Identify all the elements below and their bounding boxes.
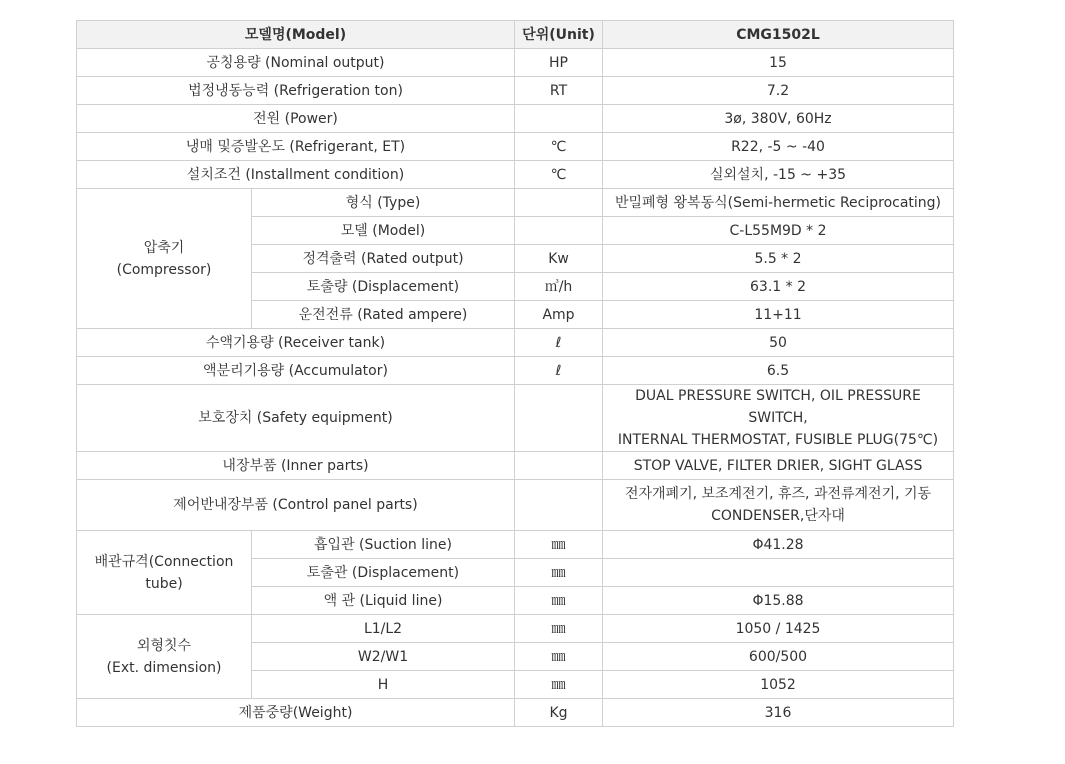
row-unit: Kw xyxy=(515,245,603,273)
group-label-line: 배관규격(Connection xyxy=(94,553,234,570)
table-row xyxy=(77,615,954,643)
row-label: 형식 (Type) xyxy=(252,189,515,217)
spec-table xyxy=(76,20,954,727)
row-label: 냉매 및증발온도 (Refrigerant, ET) xyxy=(77,133,515,161)
row-unit xyxy=(515,189,603,217)
row-label: 액 관 (Liquid line) xyxy=(252,587,515,615)
row-label: 토출관 (Displacement) xyxy=(252,559,515,587)
row-label: 공칭용량 (Nominal output) xyxy=(77,49,515,77)
row-label: 액분리기용량 (Accumulator) xyxy=(77,357,515,385)
row-value: 6.5 xyxy=(603,357,954,385)
row-value: 실외설치, -15 ~ +35 xyxy=(603,161,954,189)
row-label: 보호장치 (Safety equipment) xyxy=(77,385,515,452)
value-line: DUAL PRESSURE SWITCH, OIL PRESSURE SWITCH, xyxy=(635,388,921,426)
row-unit: HP xyxy=(515,49,603,77)
row-value: 63.1 * 2 xyxy=(603,273,954,301)
group-label-line: 압축기 xyxy=(143,239,185,256)
row-value xyxy=(603,480,954,531)
row-unit: ℓ xyxy=(515,329,603,357)
row-unit: Amp xyxy=(515,301,603,329)
table-row xyxy=(77,480,954,531)
row-value: 11+11 xyxy=(603,301,954,329)
row-unit xyxy=(515,105,603,133)
row-label: 법정냉동능력 (Refrigeration ton) xyxy=(77,77,515,105)
row-value: C-L55M9D * 2 xyxy=(603,217,954,245)
row-unit: ℃ xyxy=(515,161,603,189)
row-unit xyxy=(515,452,603,480)
value-line: 전자개폐기, 보조계전기, 휴즈, 과전류계전기, 기동 xyxy=(624,486,932,502)
group-label-line: tube) xyxy=(145,575,183,592)
row-label: 설치조건 (Installment condition) xyxy=(77,161,515,189)
header-value: CMG1502L xyxy=(603,21,954,49)
row-value: R22, -5 ~ -40 xyxy=(603,133,954,161)
row-label: H xyxy=(252,671,515,699)
row-unit: ℃ xyxy=(515,133,603,161)
table-row xyxy=(77,105,954,133)
row-value: Φ15.88 xyxy=(603,587,954,615)
row-value: 7.2 xyxy=(603,77,954,105)
row-value: 반밀폐형 왕복동식(Semi-hermetic Reciprocating) xyxy=(603,189,954,217)
row-unit: ㎥/h xyxy=(515,273,603,301)
table-row xyxy=(77,189,954,217)
table-row xyxy=(77,133,954,161)
row-label: 수액기용량 (Receiver tank) xyxy=(77,329,515,357)
row-label: 전원 (Power) xyxy=(77,105,515,133)
row-value: 316 xyxy=(603,699,954,727)
row-unit: ㎜ xyxy=(515,671,603,699)
header-model: 모델명(Model) xyxy=(77,21,515,49)
row-unit xyxy=(515,217,603,245)
table-row xyxy=(77,531,954,559)
row-label: 정격출력 (Rated output) xyxy=(252,245,515,273)
row-value: Φ41.28 xyxy=(603,531,954,559)
row-label: 토출량 (Displacement) xyxy=(252,273,515,301)
row-unit: ㎜ xyxy=(515,531,603,559)
row-value: 50 xyxy=(603,329,954,357)
row-unit xyxy=(515,480,603,531)
row-label: 흡입관 (Suction line) xyxy=(252,531,515,559)
row-value: 15 xyxy=(603,49,954,77)
header-row xyxy=(77,21,954,49)
table-row xyxy=(77,77,954,105)
table-row xyxy=(77,452,954,480)
row-unit: ㎜ xyxy=(515,643,603,671)
group-label-line: 외형칫수 xyxy=(136,637,192,654)
value-line: CONDENSER,단자대 xyxy=(711,508,845,524)
row-value: STOP VALVE, FILTER DRIER, SIGHT GLASS xyxy=(603,452,954,480)
row-unit: ㎜ xyxy=(515,615,603,643)
connection-group-label xyxy=(77,531,252,615)
row-value: 1052 xyxy=(603,671,954,699)
row-unit: RT xyxy=(515,77,603,105)
row-label: 제어반내장부품 (Control panel parts) xyxy=(77,480,515,531)
row-value: 5.5 * 2 xyxy=(603,245,954,273)
table-row xyxy=(77,329,954,357)
dimension-group-label xyxy=(77,615,252,699)
table-row xyxy=(77,49,954,77)
row-label: 내장부품 (Inner parts) xyxy=(77,452,515,480)
group-label-line: (Ext. dimension) xyxy=(106,659,222,676)
compressor-group-label xyxy=(77,189,252,329)
header-unit: 단위(Unit) xyxy=(515,21,603,49)
row-value xyxy=(603,559,954,587)
row-label: L1/L2 xyxy=(252,615,515,643)
row-unit: ㎜ xyxy=(515,587,603,615)
row-unit: Kg xyxy=(515,699,603,727)
table-row xyxy=(77,161,954,189)
table-row xyxy=(77,385,954,452)
row-unit xyxy=(515,385,603,452)
value-line: INTERNAL THERMOSTAT, FUSIBLE PLUG(75℃) xyxy=(617,432,939,448)
row-value: 3ø, 380V, 60Hz xyxy=(603,105,954,133)
row-unit: ㎜ xyxy=(515,559,603,587)
group-label-line: (Compressor) xyxy=(116,261,212,278)
row-value: 1050 / 1425 xyxy=(603,615,954,643)
row-value xyxy=(603,385,954,452)
row-label: 모델 (Model) xyxy=(252,217,515,245)
table-row xyxy=(77,357,954,385)
row-label: W2/W1 xyxy=(252,643,515,671)
row-unit: ℓ xyxy=(515,357,603,385)
row-label: 운전전류 (Rated ampere) xyxy=(252,301,515,329)
row-label: 제품중량(Weight) xyxy=(77,699,515,727)
row-value: 600/500 xyxy=(603,643,954,671)
table-row xyxy=(77,699,954,727)
